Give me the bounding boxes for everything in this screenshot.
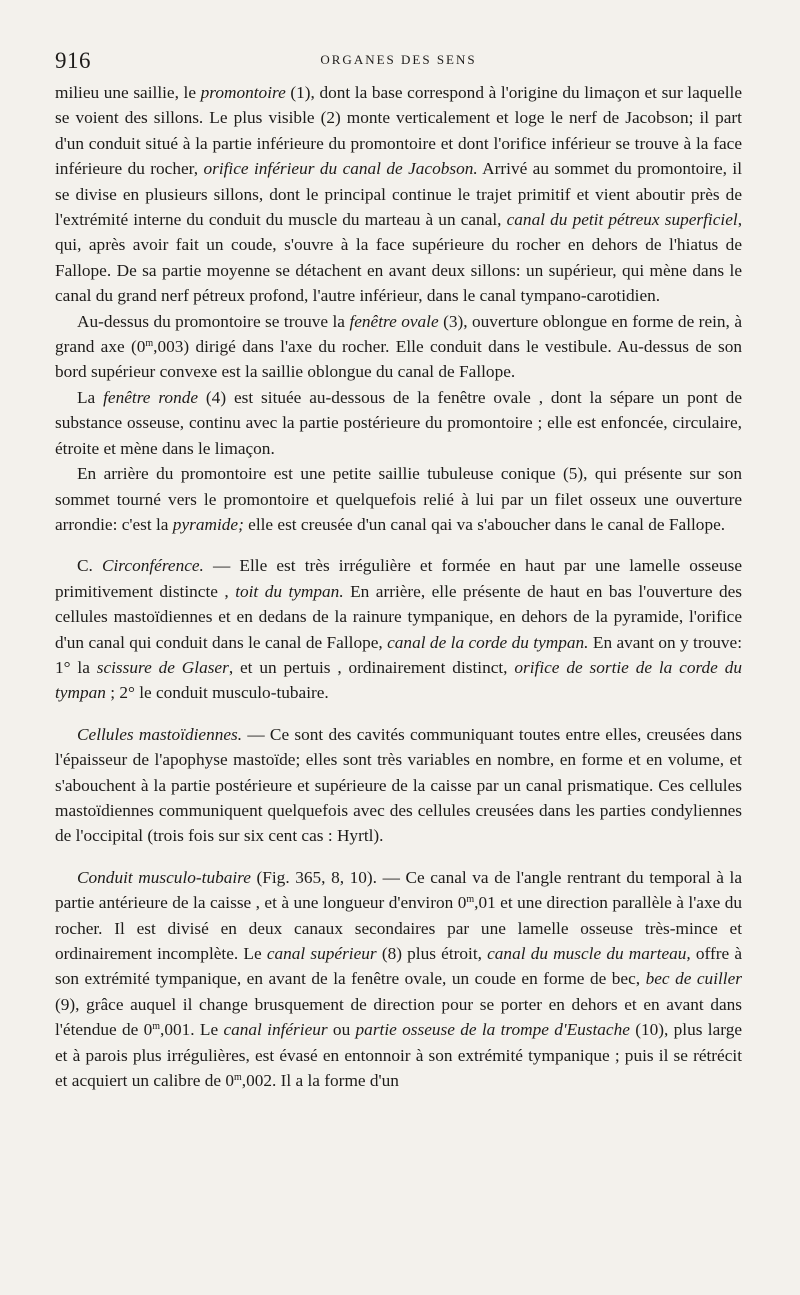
text-run: , qui, après avoir fait un coude, s'ouvre à la face supérieure du rocher en dehors de l'hiatus de Fallope. De sa partie moyenne se détachent en avant deux sillons: un supérieur, qui mène dans le canal du grand nerf pétreux profond, l'autre inférieur, dans le canal tympano-carotidien.	[55, 210, 743, 306]
text-run: milieu une saillie, le	[55, 83, 201, 102]
paragraph	[55, 385, 742, 461]
italic-term: pyramide;	[172, 514, 244, 534]
text-run: ,01 et une direction parallèle à l'axe du rocher. Il est divisé en deux canaux secondaires par une lamelle osseuse très-mince et ordinairement incomplète. Le	[55, 893, 743, 963]
italic-term: canal du petit pétreux superficiel	[506, 210, 738, 230]
page-header	[55, 0, 742, 80]
unit-superscript: m	[152, 1021, 161, 1033]
italic-term: canal inférieur	[223, 1020, 328, 1040]
italic-term: orifice de sortie de la corde du tympan	[55, 657, 742, 703]
italic-term: bec de cuiller	[645, 969, 742, 989]
text-run: La	[77, 387, 104, 407]
text-run: ,003) dirigé dans l'axe du rocher. Elle conduit dans le vestibule. Au-dessus de son bord supérieur convexe est la saillie oblongue du canal de Fallope.	[55, 337, 742, 382]
text-run: (4) est située au-dessous de la fenêtre ovale , dont la sépare un pont de substance osseuse, continu avec la partie postérieure du promontoire ; elle est enfoncée, circulaire, étroite et mène dans le limaçon.	[55, 387, 742, 458]
text-run: ; 2° le conduit musculo-tubaire.	[105, 683, 329, 703]
text-run: , et un pertuis , ordinairement distinct,	[228, 657, 515, 677]
paragraph	[55, 553, 742, 705]
text-run: En arrière du promontoire est une petite saillie tubuleuse conique (5), qui présente sur son sommet tourné vers le promontoire et quelquefois relié à lui par un filet osseux une ouverture arrondie: c'est la	[55, 464, 742, 534]
text-run: (9), grâce auquel il change brusquement de direction pour se porter en dehors et en avant dans l'étendue de 0	[55, 994, 742, 1040]
italic-term: promontoire	[200, 83, 286, 102]
text-run: ,002. Il a la forme d'un	[241, 1071, 399, 1091]
text-run: (8) plus étroit,	[376, 944, 488, 963]
italic-term: Conduit musculo-tubaire	[77, 867, 251, 887]
text-run: En arrière, elle présente de haut en bas l'ouverture des cellules mastoïdiennes et en dedans de la rainure tympanique, en dehors de la pyramide, l'orifice d'un canal qui conduit dans le canal de Fallope,	[55, 581, 742, 652]
body-text	[55, 80, 742, 1093]
text-run: — Ce sont des cavités communiquant toutes entre elles, creusées dans l'épaisseur de l'apophyse mastoïde; elles sont très variables en nombre, en forme et en volume, et s'abouchent à la partie postérieure et supérieure de la caisse par un canal prismatique. Ces cellules mastoïdiennes communiquent quelquefois avec des cellules creusées dans les parties condyliennes de l'occipital (trois fois sur six cent cas : Hyrtl).	[55, 724, 742, 846]
italic-term: Cellules mastoïdiennes.	[77, 724, 243, 744]
text-run: En avant on y trouve: 1° la	[55, 632, 743, 677]
text-run: elle est creusée d'un canal qai va s'aboucher dans le canal de Fallope.	[243, 514, 726, 534]
italic-term: canal supérieur	[266, 944, 377, 963]
italic-term: scissure de Glaser	[96, 657, 229, 677]
text-run: ,001. Le	[160, 1020, 224, 1040]
italic-term: fenêtre ovale	[349, 311, 439, 331]
italic-term: canal du muscle du marteau,	[487, 944, 691, 963]
text-run: (3), ouverture oblongue en forme de rein, à grand axe (0	[55, 311, 742, 357]
text-run: — Elle est très irrégulière et formée en haut par une lamelle osseuse primitivement distincte ,	[55, 556, 742, 601]
paragraph	[55, 722, 742, 849]
italic-term: partie osseuse de la trompe d'Eustache	[355, 1020, 630, 1040]
paragraph	[55, 309, 742, 385]
italic-term: Circonférence.	[101, 556, 204, 576]
unit-superscript: m	[145, 338, 154, 350]
text-run: Arrivé au sommet du promontoire, il se divise en plusieurs sillons, dont le principal continue le trajet primitif et vient aboutir près de l'extrémité interne du conduit du muscle du marteau à un canal,	[55, 159, 743, 230]
italic-term: toit du tympan.	[235, 581, 344, 601]
page-number: 916	[55, 48, 91, 73]
italic-term: canal de la corde du tympan.	[387, 632, 589, 652]
paragraph	[55, 80, 742, 309]
italic-term: orifice inférieur du canal de Jacobson.	[203, 159, 478, 179]
unit-superscript: m	[233, 1072, 242, 1084]
text-run: (Fig. 365, 8, 10). — Ce canal va de l'angle rentrant du temporal à la partie antérieure de la caisse , et à une longueur d'environ 0	[55, 867, 742, 913]
text-run: (10), plus large et à parois plus irrégulières, est évasé en entonnoir à son extrémité tympanique ; puis il se rétrécit et acquiert un calibre de 0	[55, 1020, 742, 1091]
text-run: (1), dont la base correspond à l'origine du limaçon et sur laquelle se voient des sillons. Le plus visible (2) monte verticalement et loge le nerf de Jacobson; il part d'un conduit situé à la partie inférieure du promontoire et dont l'orifice inférieur se trouve à la face inférieure du rocher,	[55, 83, 743, 179]
text-run: C.	[77, 556, 102, 576]
paragraph	[55, 865, 742, 1094]
text-run: Au-dessus du promontoire se trouve la	[77, 311, 350, 331]
italic-term: fenêtre ronde	[103, 387, 199, 407]
running-head: ORGANES DES SENS	[320, 52, 477, 67]
unit-superscript: m	[466, 894, 475, 906]
paragraph	[55, 461, 742, 537]
text-run: offre à son extrémité tympanique, en avant de la fenêtre ovale, un coude en forme de bec,	[55, 944, 743, 989]
text-run: ou	[327, 1020, 356, 1040]
